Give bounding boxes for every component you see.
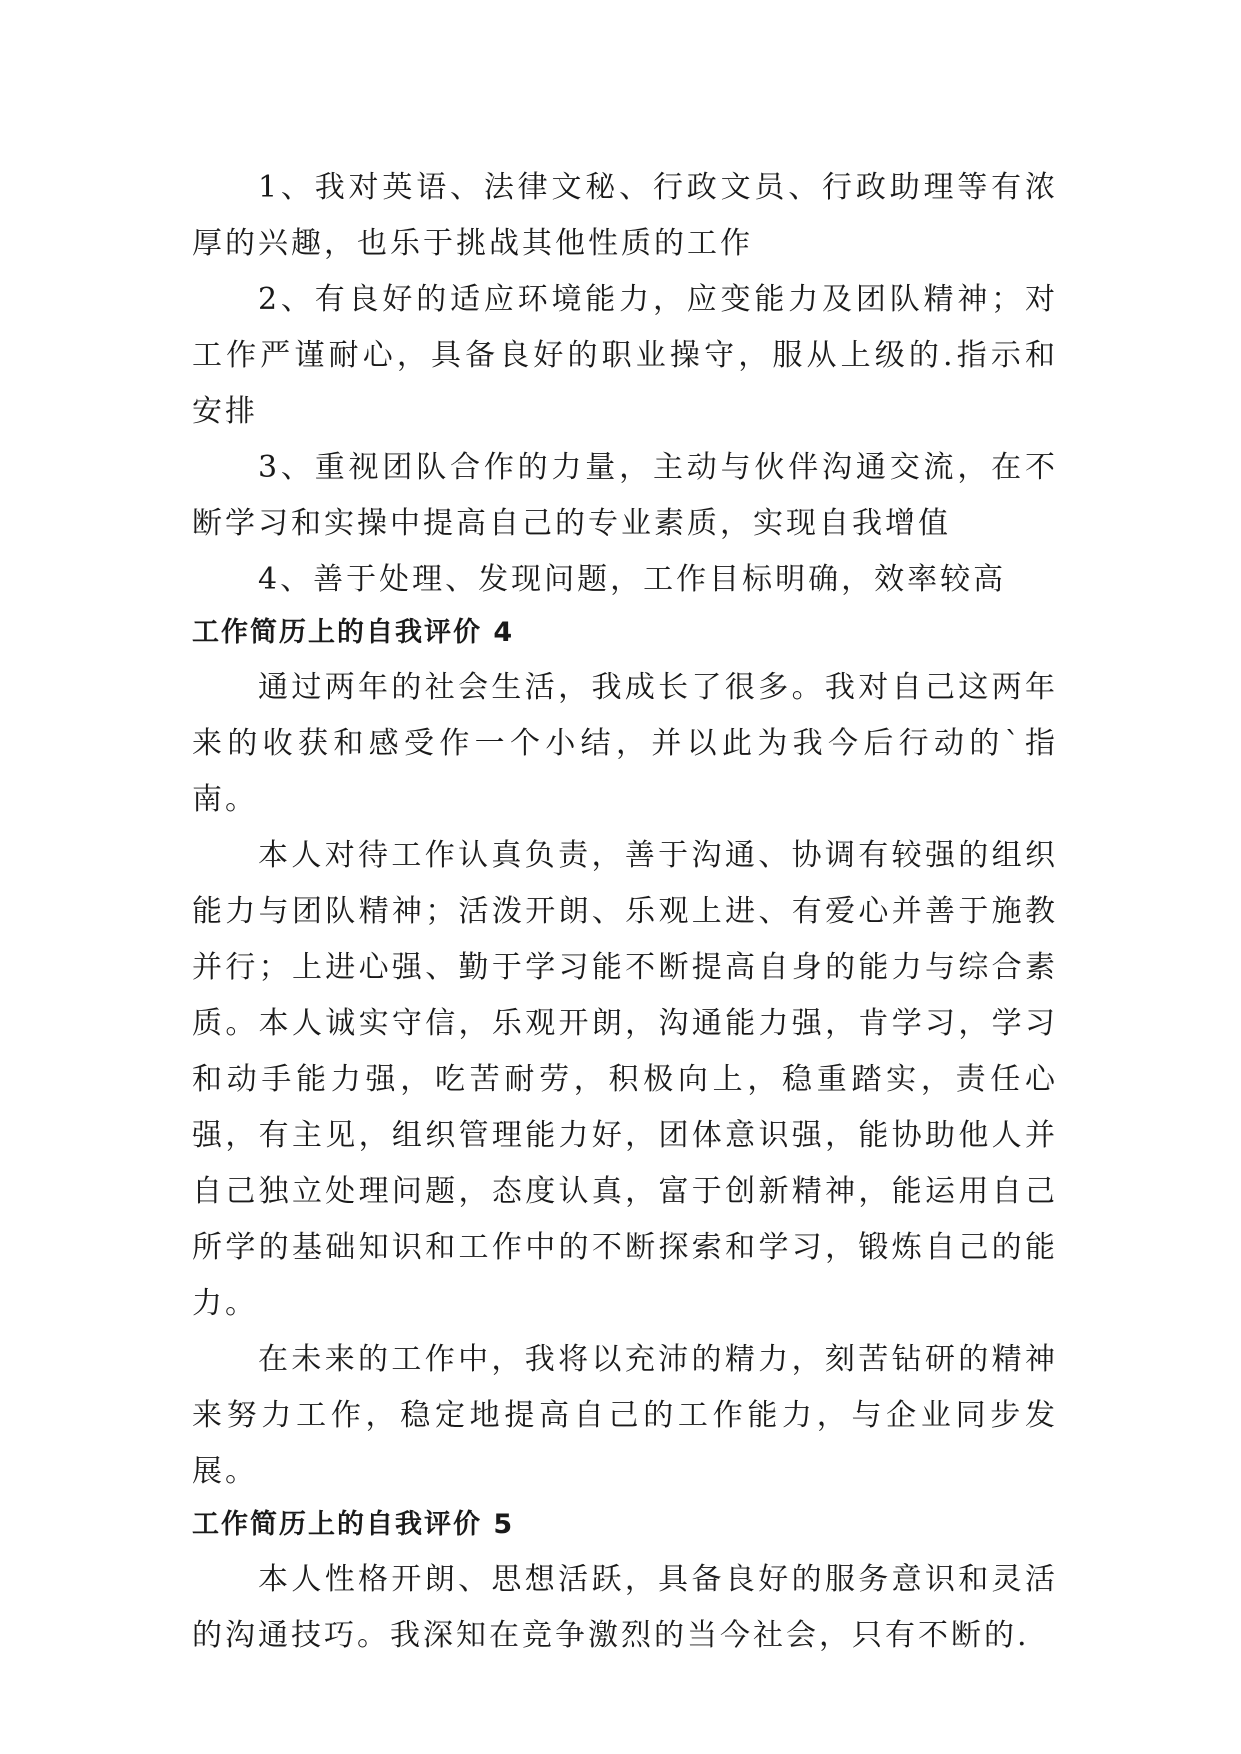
para-item-2: 2、有良好的适应环境能力，应变能力及团队精神；对工作严谨耐心，具备良好的职业操守，服从上级的.指示和安排 (192, 282, 1058, 429)
section-heading-4: 工作简历上的自我评价 4 (192, 617, 515, 648)
section-heading-5: 工作简历上的自我评价 5 (192, 1509, 515, 1540)
para-item-4: 4、善于处理、发现问题，工作目标明确，效率较高 (258, 562, 1007, 597)
para-personality: 本人性格开朗、思想活跃，具备良好的服务意识和灵活的沟通技巧。我深知在竞争激烈的当今社会，只有不断的. (192, 1562, 1058, 1653)
para-item-3: 3、重视团队合作的力量，主动与伙伴沟通交流，在不断学习和实操中提高自己的专业素质，实现自我增值 (192, 450, 1058, 541)
para-self-assessment: 本人对待工作认真负责，善于沟通、协调有较强的组织能力与团队精神；活泼开朗、乐观上进、有爱心并善于施教并行；上进心强、勤于学习能不断提高自身的能力与综合素质。本人诚实守信，乐观开朗，沟通能力强，肯学习，学习和动手能力强，吃苦耐劳，积极向上，稳重踏实，责任心强，有主见，组织管理能力好，团体意识强，能协助他人并自己独立处理问题，态度认真，富于创新精神，能运用自己所学的基础知识和工作中的不断探索和学习，锻炼自己的能力。 (192, 838, 1058, 1321)
para-intro: 通过两年的社会生活，我成长了很多。我对自己这两年来的收获和感受作一个小结，并以此为我今后行动的`指南。 (192, 670, 1058, 817)
para-item-1: 1、我对英语、法律文秘、行政文员、行政助理等有浓厚的兴趣，也乐于挑战其他性质的工作 (192, 170, 1058, 261)
para-future: 在未来的工作中，我将以充沛的精力，刻苦钻研的精神来努力工作，稳定地提高自己的工作能力，与企业同步发展。 (192, 1342, 1058, 1489)
document-page (192, 160, 1058, 1664)
